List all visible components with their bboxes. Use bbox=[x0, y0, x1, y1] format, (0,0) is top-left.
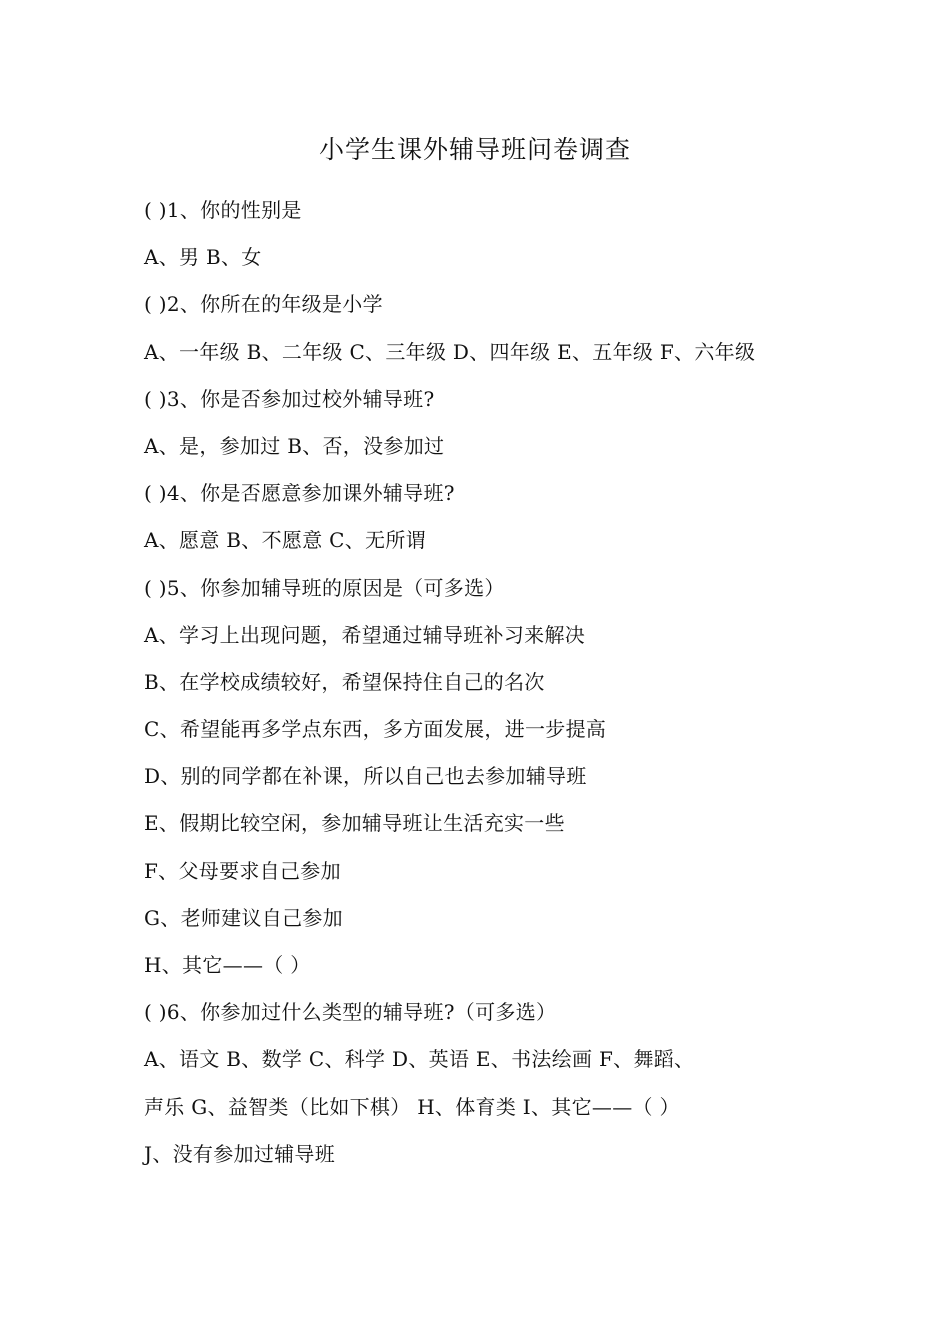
question-5-option-d: D、别的同学都在补课，所以自己也去参加辅导班 bbox=[144, 764, 587, 789]
question-5-option-a: A、学习上出现问题，希望通过辅导班补习来解决 bbox=[144, 622, 586, 647]
question-6-options-line-2: 声乐 G、益智类（比如下棋） H、体育类 I、其它——（ ） bbox=[144, 1094, 680, 1119]
question-2-options: A、一年级 B、二年级 C、三年级 D、四年级 E、五年级 F、六年级 bbox=[144, 339, 756, 364]
question-3: ( )3、你是否参加过校外辅导班? bbox=[144, 386, 435, 411]
question-5: ( )5、你参加辅导班的原因是（可多选） bbox=[144, 575, 505, 600]
questionnaire-body bbox=[144, 192, 864, 1183]
question-2: ( )2、你所在的年级是小学 bbox=[144, 292, 383, 317]
question-3-options: A、是，参加过 B、否，没参加过 bbox=[144, 433, 445, 458]
question-5-option-h: H、其它——（ ） bbox=[144, 953, 311, 977]
question-5-option-b: B、在学校成绩较好，希望保持住自己的名次 bbox=[144, 669, 545, 694]
question-1-options: A、男 B、女 bbox=[144, 245, 262, 270]
question-1: ( )1、你的性别是 bbox=[144, 198, 302, 222]
question-4: ( )4、你是否愿意参加课外辅导班? bbox=[144, 481, 455, 506]
question-5-option-g: G、老师建议自己参加 bbox=[144, 905, 343, 930]
question-6-options-line-1: A、语文 B、数学 C、科学 D、英语 E、书法绘画 F、舞蹈、 bbox=[144, 1047, 695, 1072]
question-5-option-f: F、父母要求自己参加 bbox=[144, 858, 341, 883]
question-4-options: A、愿意 B、不愿意 C、无所谓 bbox=[144, 528, 426, 553]
question-5-option-e: E、假期比较空闲，参加辅导班让生活充实一些 bbox=[144, 811, 565, 836]
question-6: ( )6、你参加过什么类型的辅导班?（可多选） bbox=[144, 1000, 557, 1025]
document-title: 小学生课外辅导班问卷调查 bbox=[318, 135, 631, 164]
question-5-option-c: C、希望能再多学点东西，多方面发展，进一步提高 bbox=[144, 717, 607, 742]
question-6-options-line-3: J、没有参加过辅导班 bbox=[144, 1141, 336, 1166]
